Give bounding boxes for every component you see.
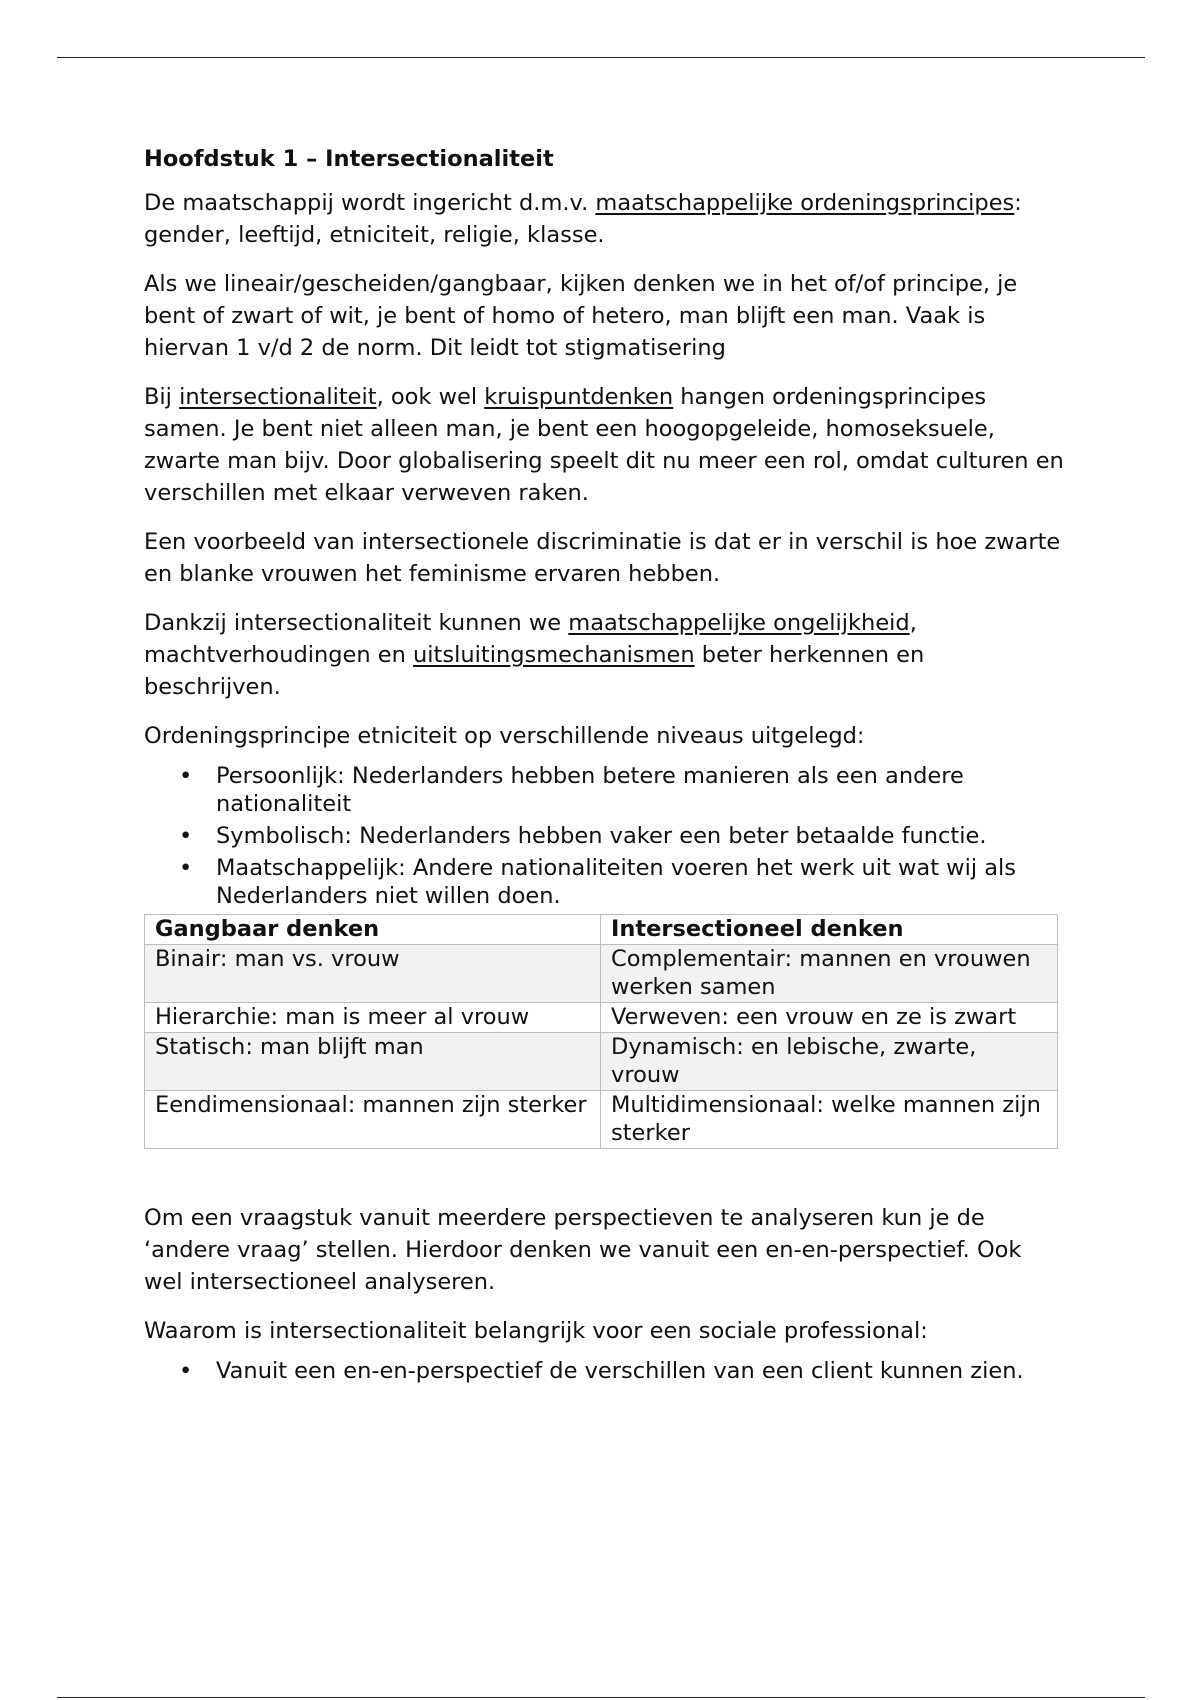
table-cell: Complementair: mannen en vrouwen werken samen bbox=[601, 945, 1058, 1003]
text: , ook wel bbox=[376, 384, 485, 410]
table-header-cell: Gangbaar denken bbox=[145, 915, 601, 945]
importance-list bbox=[144, 1357, 1064, 1385]
paragraph-ordering-principles bbox=[144, 187, 1064, 251]
levels-list bbox=[144, 762, 1064, 910]
underlined-term: uitsluitingsmechanismen bbox=[413, 642, 695, 668]
table-header-cell: Intersectioneel denken bbox=[601, 915, 1058, 945]
table-header-row bbox=[145, 915, 1058, 945]
paragraph-example: Een voorbeeld van intersectionele discriminatie is dat er in verschil is hoe zwarte en blanke vrouwen het feminisme ervaren hebben. bbox=[144, 529, 1061, 587]
text: beter herkennen en beschrijven. bbox=[144, 642, 925, 700]
document-body bbox=[144, 143, 1064, 1389]
text: : gender, leeftijd, etniciteit, religie, klasse. bbox=[144, 190, 1022, 248]
underlined-term: maatschappelijke ongelijkheid bbox=[568, 610, 910, 636]
table-cell: Eendimensionaal: mannen zijn sterker bbox=[145, 1091, 601, 1149]
text: Dankzij intersectionaliteit kunnen we bbox=[144, 610, 569, 636]
table-cell: Binair: man vs. vrouw bbox=[145, 945, 601, 1003]
table-row bbox=[145, 1033, 1058, 1091]
table-cell: Verweven: een vrouw en ze is zwart bbox=[601, 1003, 1058, 1033]
text: Bij bbox=[144, 384, 180, 410]
table-row bbox=[145, 1091, 1058, 1149]
chapter-heading: Hoofdstuk 1 – Intersectionaliteit bbox=[144, 146, 554, 172]
comparison-table bbox=[144, 914, 1058, 1149]
table-cell: Statisch: man blijft man bbox=[145, 1033, 601, 1091]
footer-rule bbox=[57, 1697, 1145, 1698]
text: , machtverhoudingen en bbox=[144, 610, 917, 668]
paragraph-benefits bbox=[144, 607, 1064, 703]
paragraph-other-question: Om een vraagstuk vanuit meerdere perspectieven te analyseren kun je de ‘andere vraag’ stellen. Hierdoor denken we vanuit een en-en-perspectief. Ook wel intersectioneel analyseren. bbox=[144, 1205, 1022, 1295]
paragraph-intersectionality bbox=[144, 381, 1064, 509]
list-item: • Maatschappelijk: Andere nationaliteiten voeren het werk uit wat wij als Nederlanders niet willen doen. bbox=[216, 854, 1064, 910]
list-item: • Vanuit een en-en-perspectief de verschillen van een client kunnen zien. bbox=[216, 1357, 1064, 1385]
table-cell: Dynamisch: en lebische, zwarte, vrouw bbox=[601, 1033, 1058, 1091]
text: De maatschappij wordt ingericht d.m.v. bbox=[144, 190, 596, 216]
table-cell: Multidimensionaal: welke mannen zijn sterker bbox=[601, 1091, 1058, 1149]
underlined-term: intersectionaliteit bbox=[179, 384, 377, 410]
header-rule bbox=[57, 57, 1145, 58]
text: hangen ordeningsprincipes samen. Je bent niet alleen man, je bent een hoogopgeleide, homoseksuele, zwarte man bijv. Door globalisering speelt dit nu meer een rol, omdat culturen en verschillen met elkaar verweven raken. bbox=[144, 384, 1064, 506]
paragraph-levels-intro: Ordeningsprincipe etniciteit op verschillende niveaus uitgelegd: bbox=[144, 723, 865, 749]
table-cell: Hierarchie: man is meer al vrouw bbox=[145, 1003, 601, 1033]
list-item: • Persoonlijk: Nederlanders hebben betere manieren als een andere nationaliteit bbox=[216, 762, 1064, 818]
list-item: • Symbolisch: Nederlanders hebben vaker een beter betaalde functie. bbox=[216, 822, 1064, 850]
paragraph-importance: Waarom is intersectionaliteit belangrijk voor een sociale professional: bbox=[144, 1318, 928, 1344]
paragraph-linear-thinking: Als we lineair/gescheiden/gangbaar, kijken denken we in het of/of principe, je bent of zwart of wit, je bent of homo of hetero, man blijft een man. Vaak is hiervan 1 v/d 2 de norm. Dit leidt tot stigmatisering bbox=[144, 271, 1018, 361]
table-row bbox=[145, 945, 1058, 1003]
table-row bbox=[145, 1003, 1058, 1033]
underlined-term: maatschappelijke ordeningsprincipes bbox=[595, 190, 1015, 216]
underlined-term: kruispuntdenken bbox=[484, 384, 674, 410]
